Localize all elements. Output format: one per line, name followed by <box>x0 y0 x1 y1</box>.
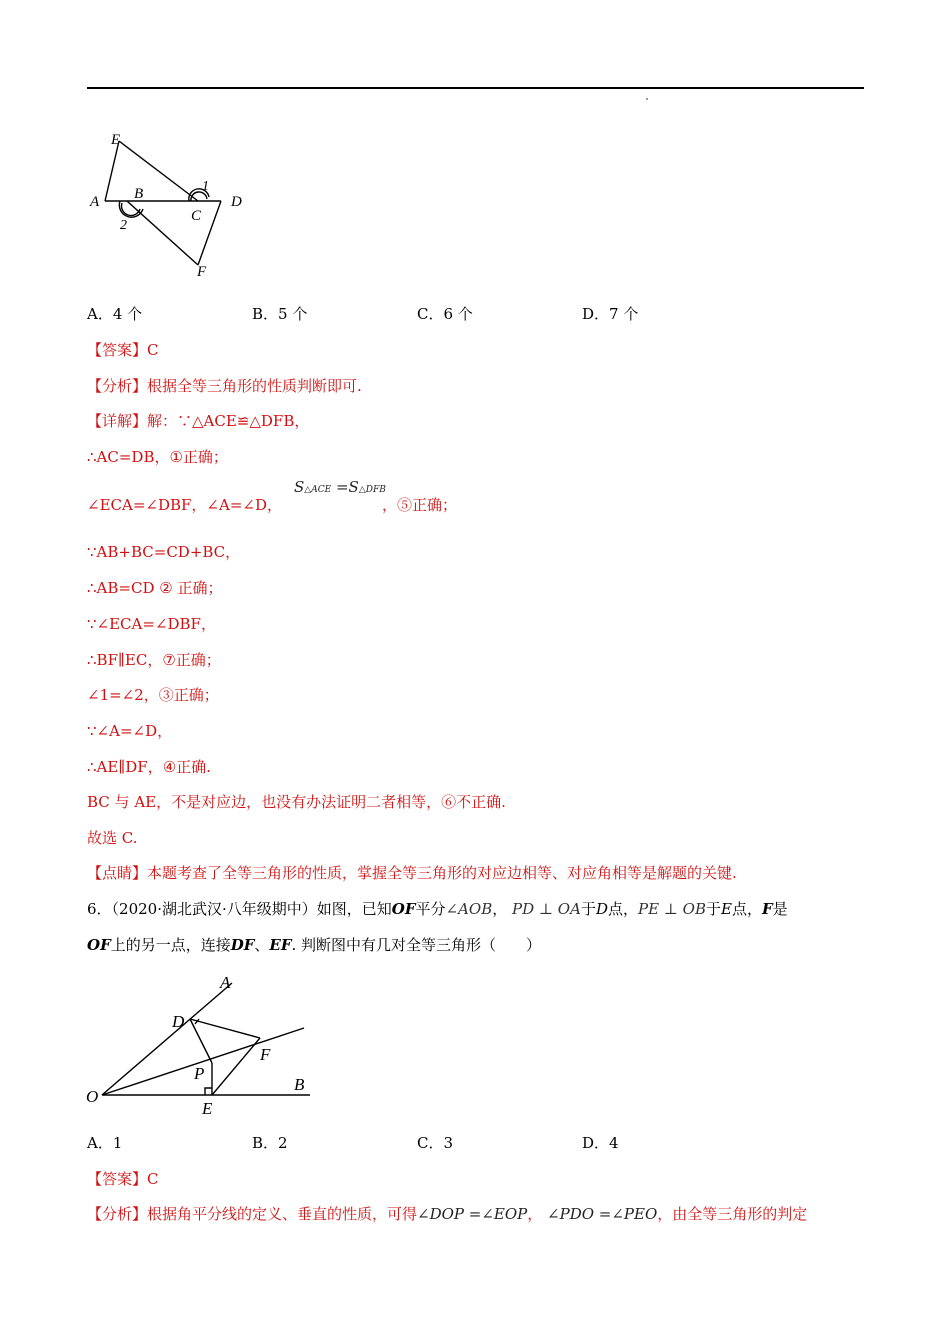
q5-area-s-right-sub: △DFB <box>358 485 386 495</box>
q5-area-suffix: ，⑤正确； <box>382 496 458 514</box>
q5-option-b: B．5 个 <box>252 305 308 323</box>
q5-area-line <box>87 478 458 515</box>
q5-answer: 【答案】C <box>87 341 159 359</box>
q6-stem-line2 <box>87 935 541 955</box>
label-E: E <box>111 132 121 148</box>
q5-step-7: ∵∠A=∠D， <box>87 722 173 740</box>
q5-area-s-left-sub: △ACE <box>304 485 332 495</box>
q6-stem-text-h: 是 <box>772 900 788 918</box>
q5-detail-head: 【详解】解：∵△ACE≌△DFB， <box>87 412 310 430</box>
q6-stem-d: D <box>595 900 608 918</box>
label-O2: O <box>86 1087 99 1106</box>
label-D2: D <box>172 1012 185 1031</box>
q5-comment: 【点睛】本题考查了全等三角形的性质，掌握全等三角形的对应边相等、对应角相等是解题的关键. <box>87 864 737 882</box>
q6-option-b: B．2 <box>252 1134 288 1152</box>
q6-analysis-a: 【分析】根据角平分线的定义、垂直的性质，可得 <box>87 1205 418 1223</box>
q6-stem-df: DF <box>230 936 255 954</box>
q6-option-d: D．4 <box>582 1134 619 1152</box>
q6-angle-eq2: ∠PDO =∠PEO <box>547 1205 658 1223</box>
q5-step-8: ∴AE∥DF，④正确. <box>87 758 211 776</box>
q5-area-eq: = <box>335 478 349 496</box>
label-1: 1 <box>202 179 209 194</box>
q5-area-formula <box>282 478 386 515</box>
header-rule <box>87 87 864 89</box>
q6-stem-text-g: 点， <box>731 900 762 918</box>
label-F: F <box>197 264 207 280</box>
label-B: B <box>134 186 144 202</box>
q5-area-s-left: S <box>294 478 305 496</box>
label-F2: F <box>260 1045 271 1064</box>
q6-stem-text-e: 点， <box>607 900 638 918</box>
q5-step-9: BC 与 AE，不是对应边，也没有办法证明二者相等，⑥不正确. <box>87 793 506 811</box>
q6-stem-text-d: 于 <box>580 900 596 918</box>
q6-stem-text-b: 平分 <box>415 900 446 918</box>
q5-step-3: ∴AB=CD ② 正确； <box>87 579 223 597</box>
q6-stem-text-a: 6．（2020·湖北武汉·八年级期中）如图，已知 <box>87 900 392 918</box>
q6-answer: 【答案】C <box>87 1170 159 1188</box>
q5-conclusion: 故选 C. <box>87 829 138 847</box>
q6-stem-text-c: ， <box>492 900 508 918</box>
q5-option-d: D．7 个 <box>582 305 639 323</box>
label-P2: P <box>194 1064 205 1083</box>
q6-option-c: C．3 <box>417 1134 454 1152</box>
q5-step-2: ∵AB+BC=CD+BC， <box>87 543 241 561</box>
q6-stem-text-2b: 上的另一点，连接 <box>110 936 231 954</box>
q6-option-a: A．1 <box>87 1134 123 1152</box>
label-B2: B <box>294 1075 305 1094</box>
q6-stem-pd: PD ⊥ OA <box>512 900 581 918</box>
q6-stem-e: E <box>721 900 732 918</box>
q6-angle-eq1: ∠DOP =∠EOP <box>417 1205 528 1223</box>
q6-stem-of: OF <box>391 900 416 918</box>
q6-analysis-b: ， <box>527 1205 543 1223</box>
q6-stem-of-2: OF <box>87 936 111 954</box>
q5-step-1: ∴AC=DB，①正确； <box>87 448 228 466</box>
q6-stem-pe: PE ⊥ OB <box>638 900 707 918</box>
q6-analysis-c: ，由全等三角形的判定 <box>657 1205 808 1223</box>
q5-option-c: C．6 个 <box>417 305 473 323</box>
q5-area-s-right: S <box>348 478 359 496</box>
q6-stem-ef: EF <box>269 936 292 954</box>
figure-triangles-acе-dfb <box>85 125 255 285</box>
label-D: D <box>231 194 242 210</box>
label-A: A <box>90 194 100 210</box>
label-A2: A <box>220 973 231 992</box>
figure-angle-bisector <box>82 968 322 1123</box>
q6-stem-text-2d: . 判断图中有几对全等三角形（ ） <box>291 936 542 954</box>
q6-stem-line1 <box>87 899 788 919</box>
label-C: C <box>191 208 202 224</box>
q5-step-4: ∵∠ECA=∠DBF， <box>87 615 216 633</box>
q5-step-6: ∠1=∠2，③正确； <box>87 686 219 704</box>
q5-area-prefix: ∠ECA=∠DBF，∠A=∠D， <box>87 496 282 514</box>
label-2: 2 <box>120 218 127 233</box>
q5-option-a: A．4 个 <box>87 305 143 323</box>
q6-stem-aob: ∠AOB <box>445 900 493 918</box>
label-E2: E <box>202 1099 213 1118</box>
q5-analysis: 【分析】根据全等三角形的性质判断即可. <box>87 377 362 395</box>
header-dot <box>646 98 648 100</box>
q6-stem-f: F <box>762 900 773 918</box>
q6-stem-text-f: 于 <box>706 900 722 918</box>
q5-step-5: ∴BF∥EC，⑦正确； <box>87 651 221 669</box>
q6-analysis <box>87 1204 807 1224</box>
q6-stem-text-2c: 、 <box>254 936 270 954</box>
